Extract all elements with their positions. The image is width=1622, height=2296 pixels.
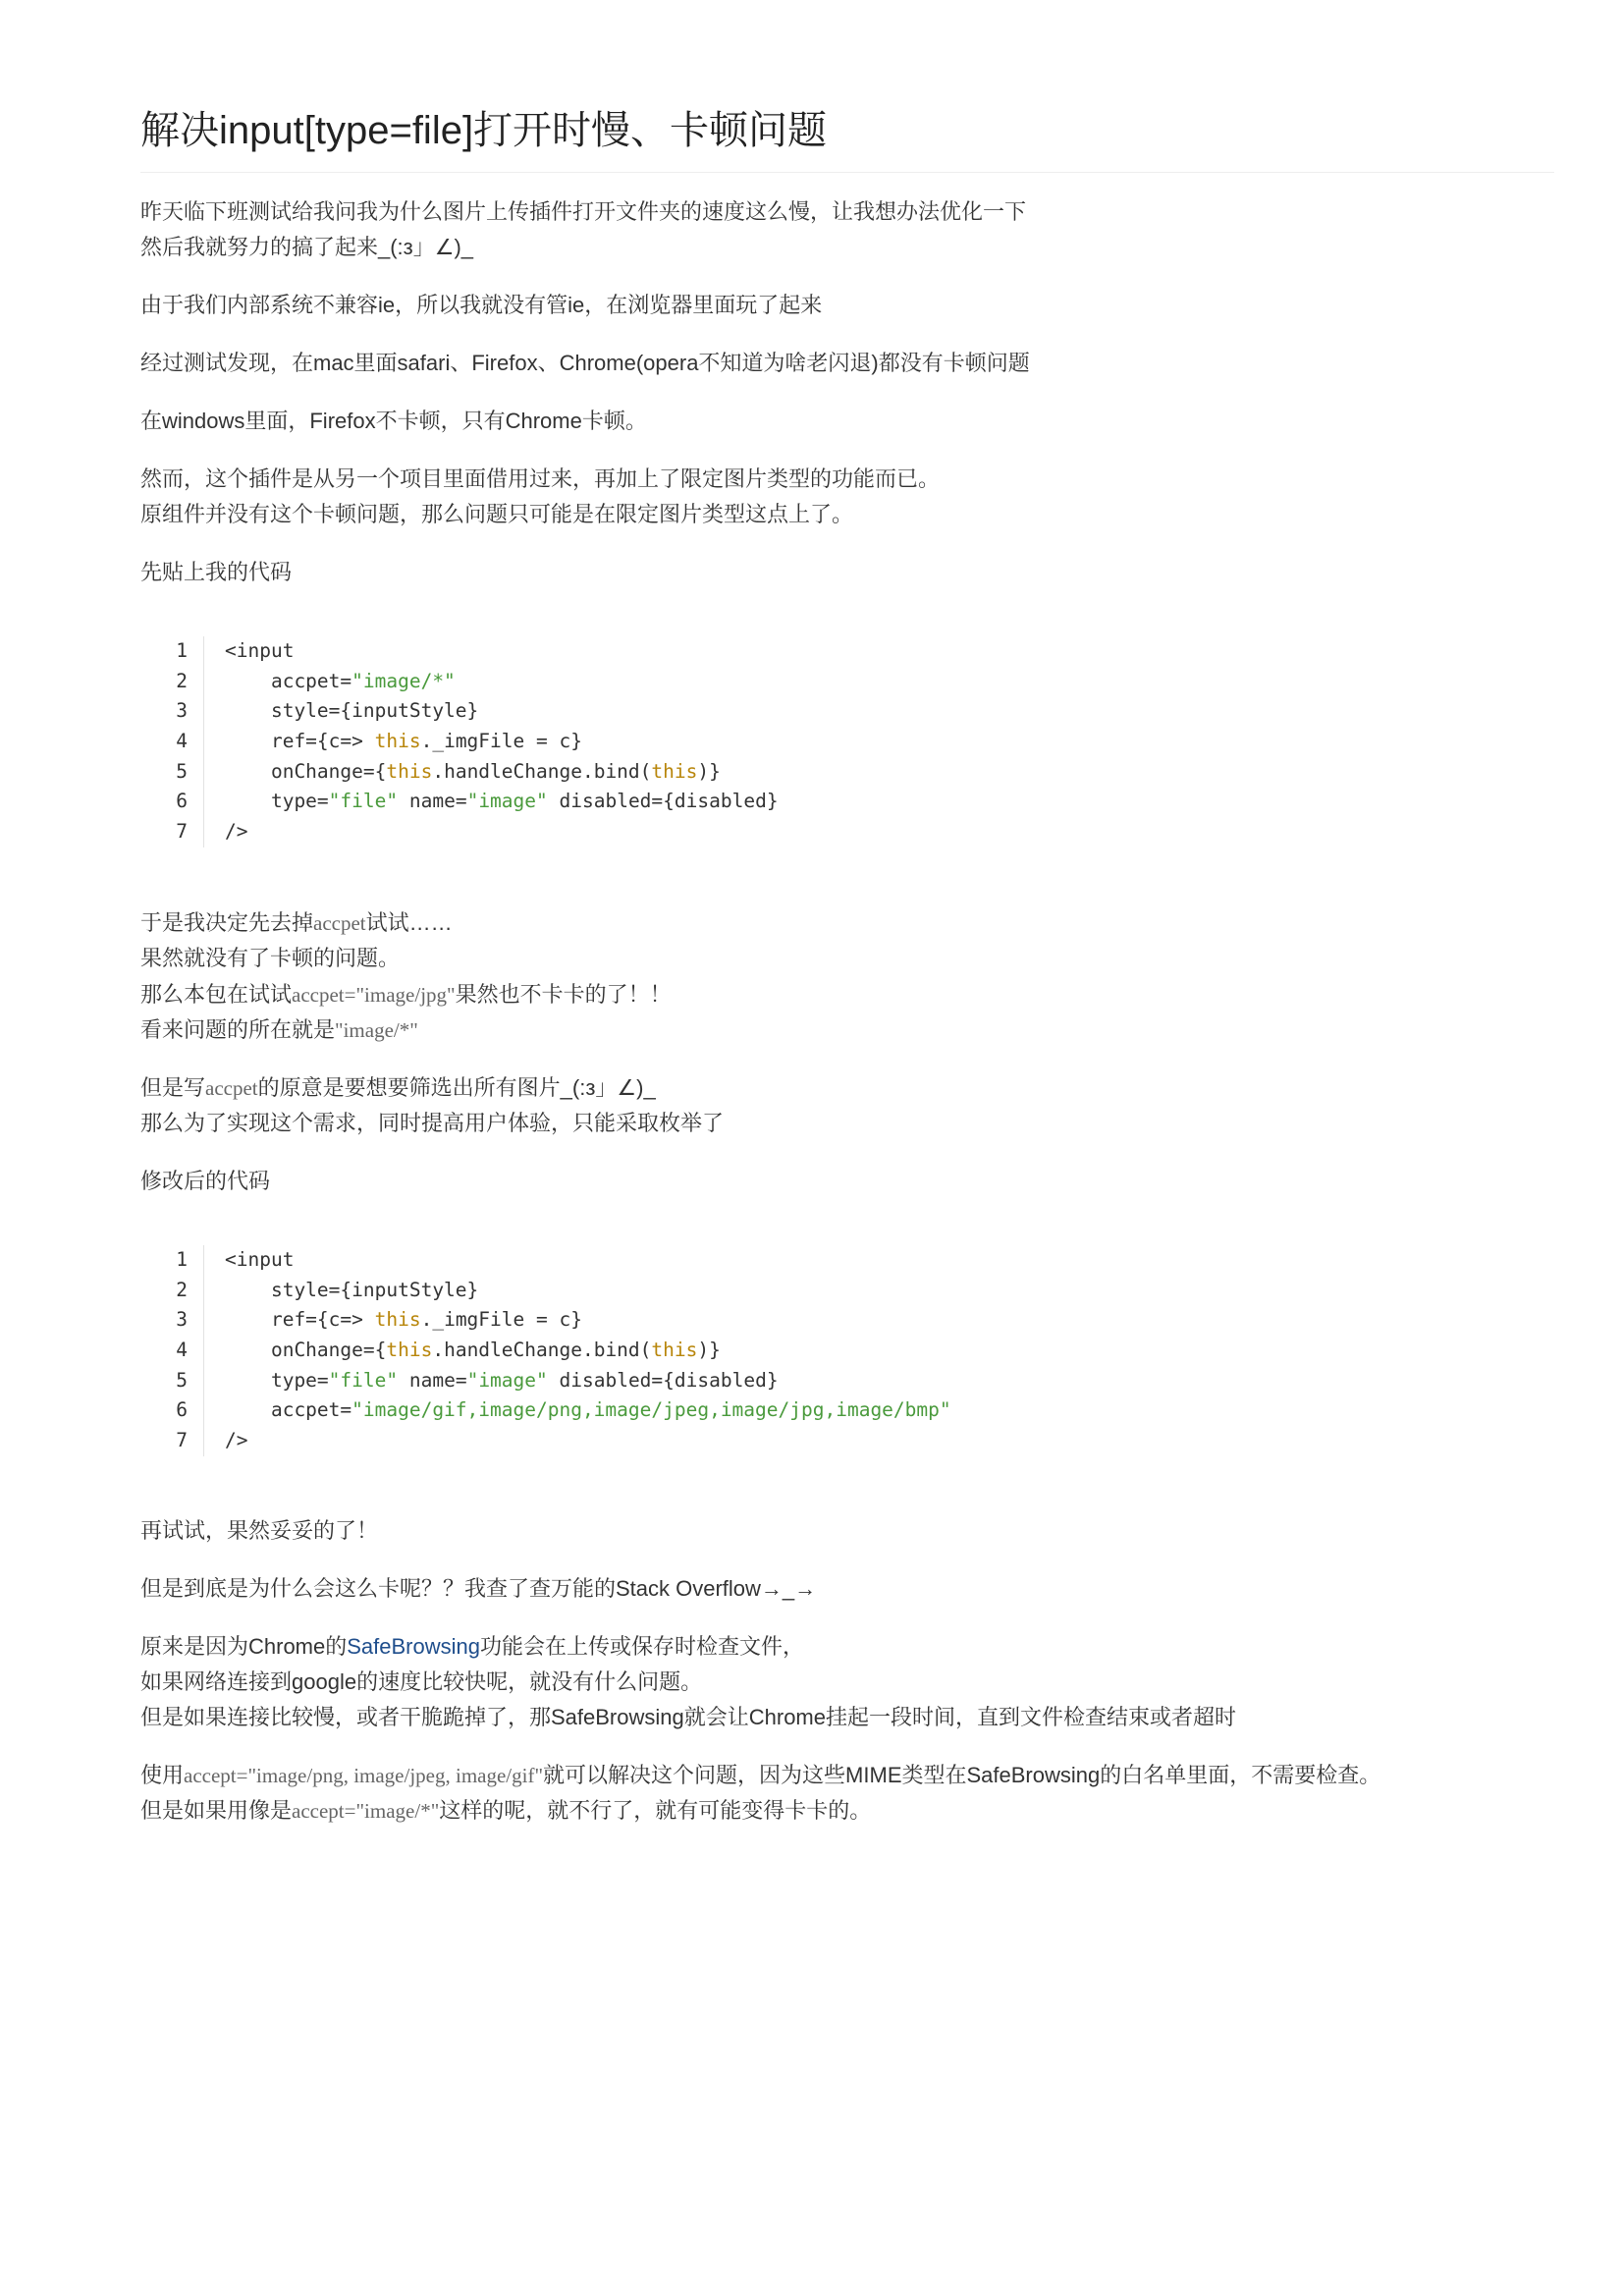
paragraph-line: 昨天临下班测试给我问我为什么图片上传插件打开文件夹的速度这么慢，让我想办法优化一下 bbox=[140, 199, 1027, 224]
inline-code: "image/*" bbox=[335, 1018, 418, 1042]
code-line bbox=[160, 727, 1142, 757]
code-text bbox=[225, 1336, 721, 1366]
paragraph-line: 先贴上我的代码 bbox=[140, 560, 293, 584]
code-text bbox=[225, 1305, 582, 1336]
code-line bbox=[160, 787, 1142, 817]
line-number: 1 bbox=[176, 639, 188, 662]
code-text: style={inputStyle} bbox=[225, 1278, 479, 1301]
text-run: 原来是因为Chrome的 bbox=[140, 1634, 348, 1659]
text-run: 这样的呢，就不行了，就有可能变得卡卡的。 bbox=[439, 1798, 872, 1823]
paragraph-line bbox=[140, 977, 672, 1012]
inline-code: accept="image/*" bbox=[292, 1799, 440, 1823]
text-run: 那么本包在试试 bbox=[140, 982, 293, 1007]
code-line bbox=[160, 1305, 1142, 1336]
text-run: 使用 bbox=[140, 1763, 185, 1787]
code-keyword: this bbox=[651, 759, 698, 783]
paragraph-line: 果然就没有了卡顿的问题。 bbox=[140, 946, 401, 970]
paragraph-line: 如果网络连接到google的速度比较快呢，就没有什么问题。 bbox=[140, 1669, 703, 1694]
code-string: "image/*" bbox=[351, 669, 456, 692]
paragraph-line: 但是如果连接比较慢，或者干脆跪掉了，那SafeBrowsing就会让Chrome挂起一段时间，直到文件检查结束或者超时 bbox=[140, 1705, 1236, 1729]
code-token: accpet= bbox=[225, 669, 352, 692]
code-keyword: this bbox=[374, 730, 421, 753]
code-keyword: this bbox=[651, 1339, 698, 1362]
line-number: 6 bbox=[176, 1398, 188, 1422]
inline-code: accpet bbox=[313, 911, 366, 935]
line-number: 4 bbox=[176, 730, 188, 753]
code-text: <input bbox=[225, 639, 295, 662]
inline-code: accpet bbox=[205, 1076, 258, 1100]
line-number: 3 bbox=[176, 699, 188, 723]
code-keyword: this bbox=[374, 1308, 421, 1332]
code-token: name= bbox=[398, 1368, 467, 1392]
code-string: "image" bbox=[466, 1368, 548, 1392]
line-number: 3 bbox=[176, 1308, 188, 1332]
code-string: "image" bbox=[466, 790, 548, 813]
code-text bbox=[225, 1366, 779, 1396]
paragraph-line: 由于我们内部系统不兼容ie，所以我就没有管ie，在浏览器里面玩了起来 bbox=[140, 293, 823, 317]
paragraph-line bbox=[140, 1629, 804, 1665]
code-line bbox=[160, 757, 1142, 788]
code-text: /> bbox=[225, 1429, 248, 1452]
code-token: disabled={disabled} bbox=[547, 790, 779, 813]
code-token: ._imgFile = c} bbox=[420, 1308, 582, 1332]
paragraph-line: 但是到底是为什么会这么卡呢？？我查了查万能的Stack Overflow→_→ bbox=[140, 1576, 817, 1601]
line-number: 5 bbox=[176, 759, 188, 783]
code-token: disabled={disabled} bbox=[547, 1368, 779, 1392]
code-line bbox=[160, 636, 1142, 667]
code-token: onChange={ bbox=[225, 759, 387, 783]
gutter-divider bbox=[203, 1245, 204, 1456]
text-run: 于是我决定先去掉 bbox=[140, 910, 314, 935]
code-string: "file" bbox=[328, 790, 399, 813]
text-run: 果然也不卡卡的了！！ bbox=[455, 982, 672, 1007]
code-line bbox=[160, 817, 1142, 847]
code-token: .handleChange.bind( bbox=[432, 1339, 652, 1362]
inline-code: accept="image/png, image/jpeg, image/gif" bbox=[184, 1764, 544, 1787]
line-number: 7 bbox=[176, 820, 188, 844]
paragraph-line: 然后我就努力的搞了起来_(:з」∠)_ bbox=[140, 235, 474, 259]
code-token: ._imgFile = c} bbox=[420, 730, 582, 753]
text-run: 的原意是要想要筛选出所有图片_(:з」∠)_ bbox=[257, 1075, 656, 1100]
text-run: 但是写 bbox=[140, 1075, 206, 1100]
code-token: name= bbox=[398, 790, 467, 813]
text-run: 就可以解决这个问题，因为这些MIME类型在SafeBrowsing的白名单里面，不需要检查。 bbox=[543, 1763, 1381, 1787]
gutter-divider bbox=[203, 636, 204, 847]
code-token: accpet= bbox=[225, 1398, 352, 1422]
paragraph-line: 原组件并没有这个卡顿问题，那么问题只可能是在限定图片类型这点上了。 bbox=[140, 502, 854, 526]
safebrowsing-link[interactable]: SafeBrowsing bbox=[347, 1634, 480, 1659]
code-text bbox=[225, 787, 779, 817]
code-block-modified bbox=[160, 1245, 1142, 1456]
code-text bbox=[225, 1395, 951, 1426]
line-number: 6 bbox=[176, 790, 188, 813]
paragraph-line: 经过测试发现，在mac里面safari、Firefox、Chrome(opera不知道为啥老闪退)都没有卡顿问题 bbox=[140, 351, 1030, 375]
code-line bbox=[160, 696, 1142, 727]
code-text: <input bbox=[225, 1248, 295, 1271]
code-string: "file" bbox=[328, 1368, 399, 1392]
paragraph-line bbox=[140, 905, 453, 941]
paragraph-line bbox=[140, 1793, 871, 1829]
paragraph-line bbox=[140, 1070, 656, 1106]
code-token: onChange={ bbox=[225, 1339, 387, 1362]
text-run: 功能会在上传或保存时检查文件， bbox=[480, 1634, 805, 1659]
paragraph-line bbox=[140, 1758, 1380, 1793]
code-token: )} bbox=[697, 759, 721, 783]
code-token: .handleChange.bind( bbox=[432, 759, 652, 783]
line-number: 5 bbox=[176, 1368, 188, 1392]
code-token: ref={c=> bbox=[225, 730, 375, 753]
paragraph-line: 在windows里面，Firefox不卡顿，只有Chrome卡顿。 bbox=[140, 409, 647, 433]
code-token: ref={c=> bbox=[225, 1308, 375, 1332]
inline-code: accpet="image/jpg" bbox=[292, 983, 456, 1007]
code-text bbox=[225, 727, 582, 757]
paragraph-line: 那么为了实现这个需求，同时提高用户体验，只能采取枚举了 bbox=[140, 1111, 725, 1135]
code-text bbox=[225, 667, 456, 697]
text-run: 但是如果用像是 bbox=[140, 1798, 293, 1823]
paragraph-line: 再试试，果然妥妥的了！ bbox=[140, 1518, 379, 1543]
paragraph-line: 然而，这个插件是从另一个项目里面借用过来，再加上了限定图片类型的功能而已。 bbox=[140, 466, 941, 491]
text-run: 看来问题的所在就是 bbox=[140, 1017, 336, 1042]
code-text: /> bbox=[225, 820, 248, 844]
paragraph-line bbox=[140, 1012, 418, 1048]
code-line bbox=[160, 1245, 1142, 1276]
code-token: type= bbox=[225, 790, 329, 813]
code-line bbox=[160, 1395, 1142, 1426]
code-keyword: this bbox=[386, 1339, 433, 1362]
code-line bbox=[160, 1336, 1142, 1366]
line-number: 2 bbox=[176, 1278, 188, 1301]
line-number: 1 bbox=[176, 1248, 188, 1271]
code-line bbox=[160, 667, 1142, 697]
code-line bbox=[160, 1426, 1142, 1456]
title-divider bbox=[140, 172, 1554, 173]
code-block-original bbox=[160, 636, 1142, 847]
text-run: 试试…… bbox=[365, 910, 453, 935]
code-line bbox=[160, 1276, 1142, 1306]
page-title: 解决input[type=file]打开时慢、卡顿问题 bbox=[140, 109, 828, 152]
line-number: 2 bbox=[176, 669, 188, 692]
code-token: )} bbox=[697, 1339, 721, 1362]
line-number: 7 bbox=[176, 1429, 188, 1452]
code-text bbox=[225, 757, 721, 788]
code-token: type= bbox=[225, 1368, 329, 1392]
code-string: "image/gif,image/png,image/jpeg,image/jpg,image/bmp" bbox=[351, 1398, 951, 1422]
code-keyword: this bbox=[386, 759, 433, 783]
paragraph-line: 修改后的代码 bbox=[140, 1169, 271, 1193]
line-number: 4 bbox=[176, 1339, 188, 1362]
code-text: style={inputStyle} bbox=[225, 699, 479, 723]
code-line bbox=[160, 1366, 1142, 1396]
